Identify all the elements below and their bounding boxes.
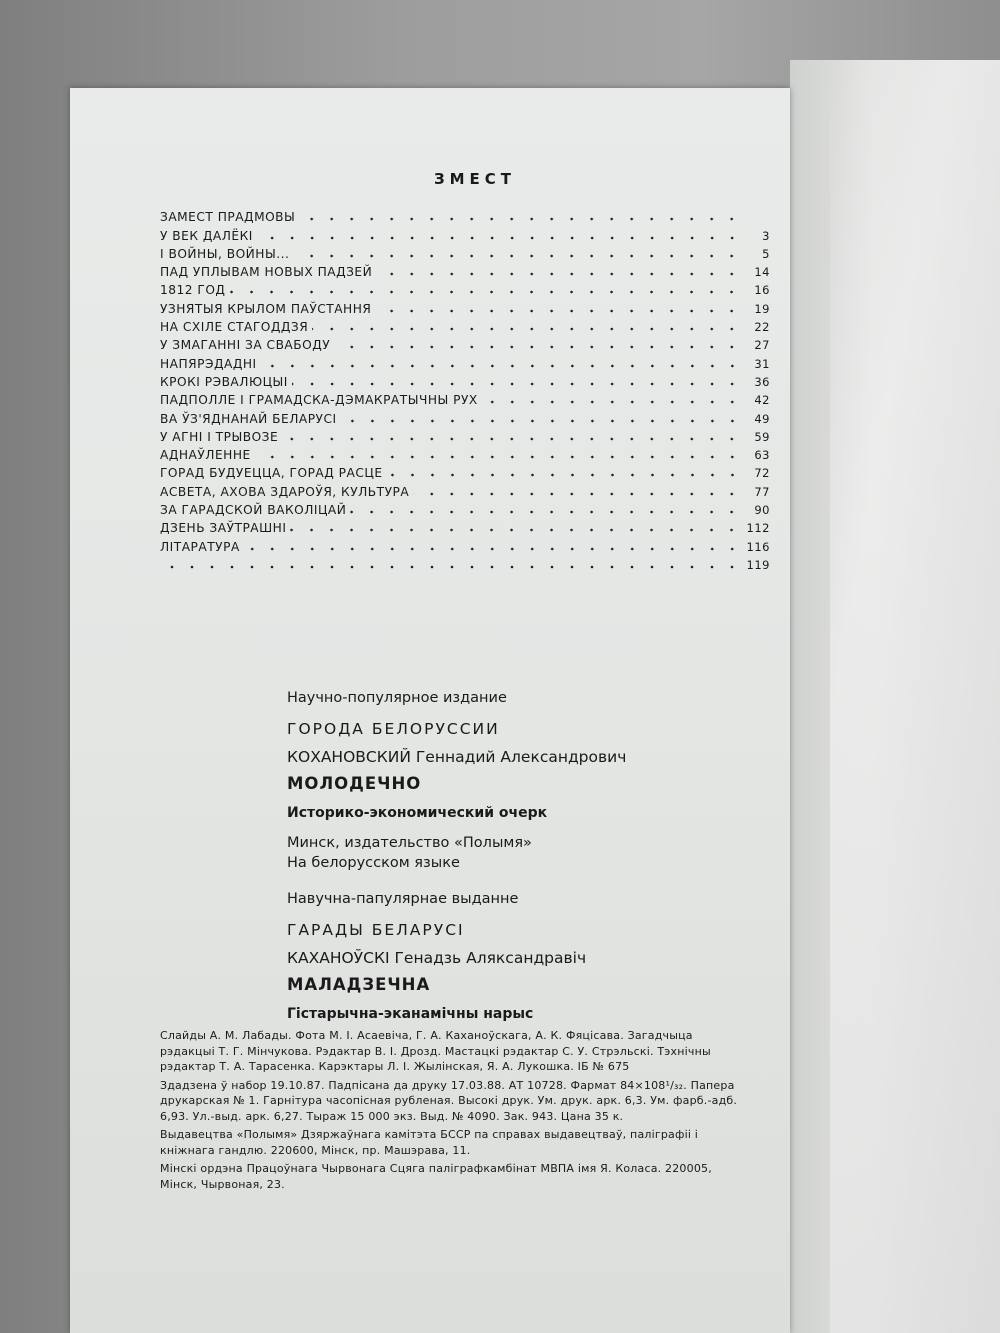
imprint-block <box>287 690 747 1034</box>
toc-leader-dots <box>290 525 742 535</box>
imprint-ru-publisher: Минск, издательство «Полымя» <box>287 835 532 851</box>
imprint-by-title: МАЛАДЗЕЧНА <box>287 975 431 994</box>
toc-leader-dots <box>482 397 742 407</box>
colophon-print-details: Здадзена ў набор 19.10.87. Падпісана да друку 17.03.88. АТ 10728. Фармат 84×108¹/₃₂. Папера друкарская № 1. Гарнітура часопісная рубленая. Высокі друк. Ум. друк. арк. 6,3. Ум. фарб.-адб. 6,93. Ул.-выд. арк. 6,27. Тыраж 15 000 экз. Выд. № 4090. Зак. 943. Цана 35 к. <box>160 1078 738 1123</box>
toc-entry-title: У АГНІ І ТРЫВОЗЕ <box>160 429 279 444</box>
toc-entry-title: 1812 ГОД <box>160 283 226 298</box>
toc-leader-dots <box>282 434 742 444</box>
toc-entry-page: 31 <box>754 356 770 371</box>
imprint-by-subtitle: Гістарычна-эканамічны нарыс <box>287 1006 534 1022</box>
toc-entry-page: 3 <box>762 228 770 243</box>
toc-leader-dots <box>257 233 742 243</box>
facing-page-edge <box>830 60 1000 1333</box>
toc-entry-page: 19 <box>754 301 770 316</box>
toc-entry-page: 90 <box>754 503 770 518</box>
toc-leader-dots <box>387 470 742 480</box>
toc-entry-title: ПАД УПЛЫВАМ НОВЫХ ПАДЗЕЙ <box>160 265 373 280</box>
colophon <box>160 1028 750 1195</box>
toc-leader-dots <box>375 306 742 316</box>
toc-entry <box>160 206 770 224</box>
toc-entry-title: ЗА ГАРАДСКОЙ ВАКОЛІЦАЙ <box>160 503 347 518</box>
toc-entry <box>160 243 770 261</box>
toc-entry-page: 77 <box>754 484 770 499</box>
toc-entry-title: ВА ЎЗ'ЯДНАНАЙ БЕЛАРУСІ <box>160 411 337 426</box>
toc-leader-dots <box>334 342 742 352</box>
imprint-ru-author: КОХАНОВСКИЙ Геннадий Александрович <box>287 748 627 766</box>
toc-entry-page: 14 <box>754 265 770 280</box>
toc-entry <box>160 535 770 553</box>
toc-leader-dots <box>164 562 742 572</box>
toc-leader-dots <box>350 507 742 517</box>
toc-entry-title: НА СХІЛЕ СТАГОДДЗЯ <box>160 320 309 335</box>
toc-entry-title: У ВЕК ДАЛЁКІ <box>160 228 253 243</box>
toc-entry <box>160 279 770 297</box>
toc-entry <box>160 224 770 242</box>
toc-entry-page: 36 <box>754 374 770 389</box>
toc-entry <box>160 517 770 535</box>
toc-leader-dots <box>292 379 742 389</box>
imprint-ru-series: ГОРОДА БЕЛОРУССИИ <box>287 720 500 738</box>
toc-entry-page: 72 <box>754 466 770 481</box>
toc-entry-page: 5 <box>762 246 770 261</box>
toc-leader-dots <box>376 269 742 279</box>
toc-entry <box>160 334 770 352</box>
imprint-ru-title: МОЛОДЕЧНО <box>287 774 422 793</box>
toc-entry-page: 112 <box>746 521 770 536</box>
toc-entry <box>160 297 770 315</box>
toc-entry-page: 16 <box>754 283 770 298</box>
toc-leader-dots <box>293 251 742 261</box>
toc-entry-title: ПАДПОЛЛЕ І ГРАМАДСКА-ДЭМАКРАТЫЧНЫ РУХ <box>160 393 478 408</box>
toc-entry <box>160 352 770 370</box>
imprint-by-label: Навучна-папулярнае выданне <box>287 891 519 907</box>
table-of-contents <box>160 170 770 572</box>
toc-title: ЗМЕСТ <box>433 170 517 188</box>
toc-leader-dots <box>299 214 742 224</box>
toc-entry <box>160 389 770 407</box>
toc-entry <box>160 554 770 572</box>
toc-entry-title: У ЗМАГАННІ ЗА СВАБОДУ <box>160 338 331 353</box>
toc-leader-dots <box>312 324 742 334</box>
toc-entry-page: 42 <box>754 393 770 408</box>
toc-leader-dots <box>261 361 742 371</box>
colophon-publisher: Выдавецтва «Полымя» Дзяржаўнага камітэта БССР па справах выдавецтваў, паліграфіі і кніжнага гандлю. 220600, Мінск, пр. Машэрава, 11. <box>160 1128 699 1157</box>
toc-entry <box>160 444 770 462</box>
toc-entry-page: 116 <box>746 539 770 554</box>
toc-entry-title: І ВОЙНЫ, ВОЙНЫ... <box>160 246 290 261</box>
toc-entry-title: УЗНЯТЫЯ КРЫЛОМ ПАЎСТАННЯ <box>160 301 372 316</box>
imprint-by-author: КАХАНОЎСКІ Генадзь Аляксандравіч <box>287 949 587 967</box>
toc-entry <box>160 371 770 389</box>
toc-entry-title: ЛІТАРАТУРА <box>160 539 240 554</box>
toc-entry-title: ГОРАД БУДУЕЦЦА, ГОРАД РАСЦЕ <box>160 466 383 481</box>
toc-leader-dots <box>341 416 742 426</box>
toc-entry <box>160 480 770 498</box>
toc-entry-title: ДЗЕНЬ ЗАЎТРАШНІ <box>160 521 287 536</box>
toc-entry <box>160 426 770 444</box>
toc-entry-title: ЗАМЕСТ ПРАДМОВЫ <box>160 210 296 225</box>
imprint-ru-label: Научно-популярное издание <box>287 690 507 706</box>
toc-entry <box>160 462 770 480</box>
toc-entry-page: 63 <box>754 448 770 463</box>
toc-entry-title: АДНАЎЛЕННЕ <box>160 448 251 463</box>
imprint-ru-language: На белорусском языке <box>287 855 460 871</box>
toc-entry-page: 27 <box>754 338 770 353</box>
toc-entry <box>160 261 770 279</box>
toc-entry <box>160 407 770 425</box>
colophon-printer: Мінскі ордэна Працоўнага Чырвонага Сцяга паліграфкамбінат МВПА імя Я. Коласа. 220005, Мінск, Чырвоная, 23. <box>160 1162 712 1191</box>
toc-entry-page: 49 <box>754 411 770 426</box>
colophon-credits: Слайды А. М. Лабады. Фота М. І. Асаевіча, Г. А. Каханоўскага, А. К. Фяцісава. Загадчыца рэдакцыі Т. Г. Мінчукова. Рэдактар В. І. Дрозд. Мастацкі рэдактар С. У. Стрэльскі. Тэхнічны рэдактар Т. А. Тарасенка. Карэктары Л. І. Жылінская, Я. А. Лукошка. ІБ № 675 <box>160 1029 711 1073</box>
toc-list <box>160 206 770 572</box>
toc-leader-dots <box>229 287 742 297</box>
toc-leader-dots <box>255 452 742 462</box>
toc-leader-dots <box>244 544 742 554</box>
toc-entry <box>160 316 770 334</box>
toc-entry-title: КРОКІ РЭВАЛЮЦЫІ <box>160 374 288 389</box>
imprint-ru-subtitle: Историко-экономический очерк <box>287 805 548 821</box>
toc-entry-title: НАПЯРЭДАДНІ <box>160 356 257 371</box>
imprint-by-series: ГАРАДЫ БЕЛАРУСІ <box>287 921 465 939</box>
toc-entry-title: АСВЕТА, АХОВА ЗДАРОЎЯ, КУЛЬТУРА <box>160 484 410 499</box>
toc-leader-dots <box>413 489 742 499</box>
toc-entry-page: 119 <box>746 557 770 572</box>
toc-entry-page: 59 <box>754 429 770 444</box>
toc-entry-page: 22 <box>754 320 770 335</box>
toc-entry <box>160 499 770 517</box>
